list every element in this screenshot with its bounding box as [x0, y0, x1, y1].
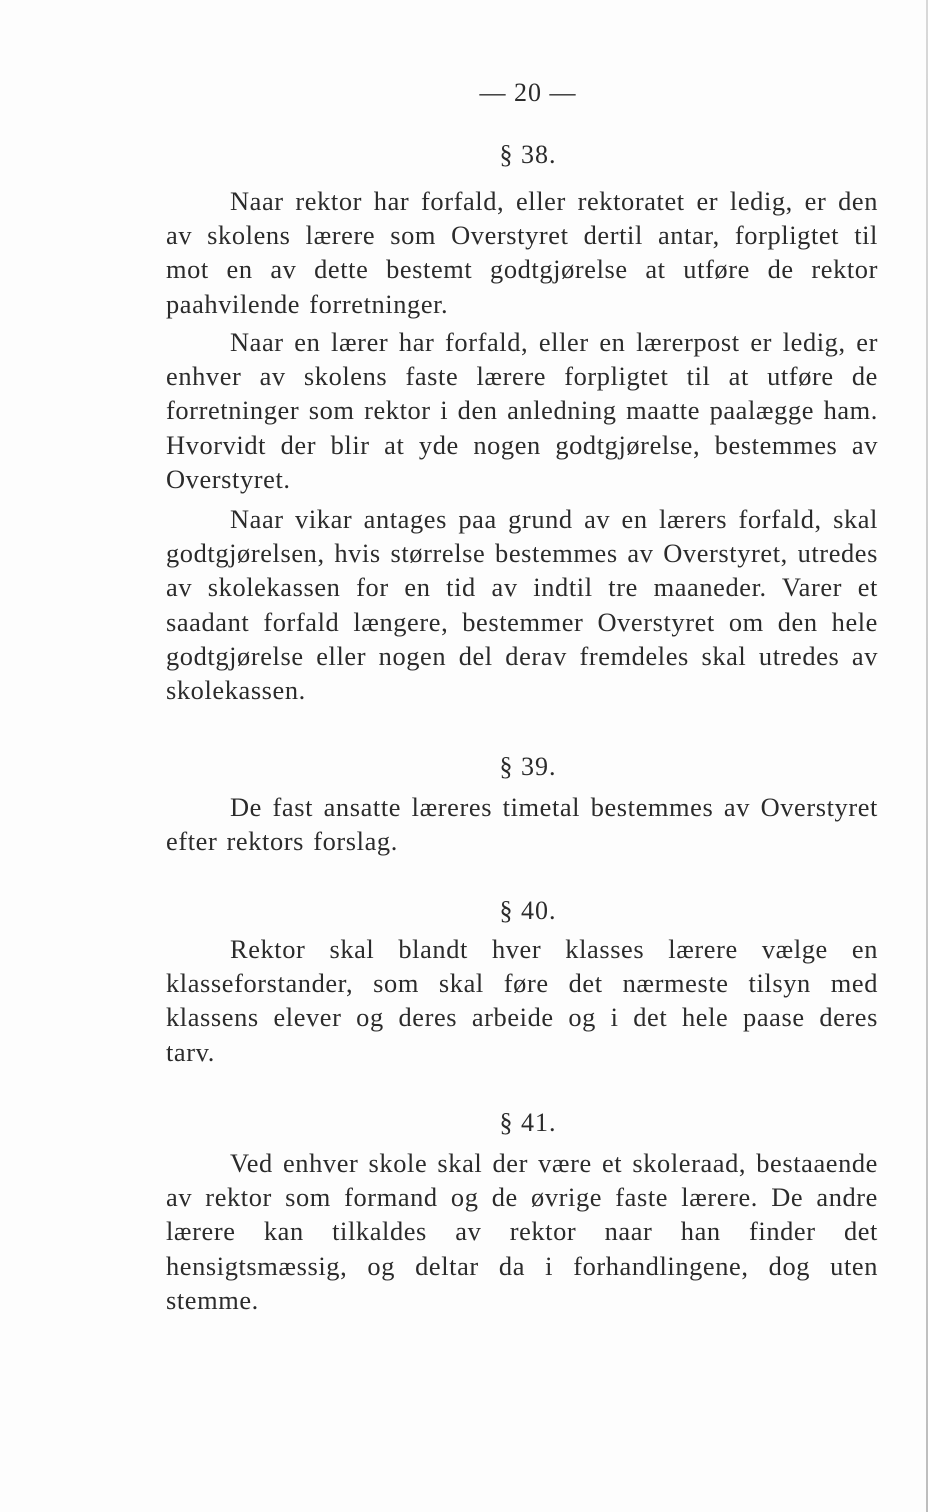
paragraph-text: Naar rektor har forfald, eller rektoratet er ledig, er den av skolens lærere som Overstyret dertil antar, forpligtet til mot en av dette bestemt godtgjørelse at utføre de rektor paahvilende forretninger.	[166, 186, 878, 319]
paragraph-38-2	[166, 325, 878, 496]
paragraph-text: Naar en lærer har forfald, eller en lærerpost er ledig, er enhver av skolens faste lærere forpligtet til at utføre de forretninger som rektor i den anledning maatte paalægge ham. Hvorvidt der blir at yde nogen godtgjørelse, bestemmes av Overstyret.	[166, 327, 878, 494]
page-number: — 20 —	[479, 78, 577, 107]
paragraph-40-1	[166, 932, 878, 1069]
paragraph-text: Ved enhver skole skal der være et skoleraad, bestaaende av rektor som formand og de øvrige faste lærere. De andre lærere kan tilkaldes av rektor naar han finder det hensigtsmæssig, og deltar da i forhandlingene, dog uten stemme.	[166, 1148, 878, 1315]
paragraph-39-1	[166, 790, 878, 858]
section-heading-39: § 39.	[499, 752, 557, 781]
paragraph-text: Naar vikar antages paa grund av en lærers forfald, skal godtgjørelsen, hvis størrelse bestemmes av Overstyret, utredes av skolekassen for en tid av indtil tre maaneder. Varer et saadant forfald længere, bestemmer Overstyret om den hele godtgjørelse eller nogen del derav fremdeles skal utredes av skolekassen.	[166, 504, 878, 706]
paragraph-38-3	[166, 502, 878, 707]
section-heading-38: § 38.	[499, 140, 557, 169]
paragraph-41-1	[166, 1146, 878, 1317]
paragraph-38-1	[166, 184, 878, 321]
paragraph-text: De fast ansatte læreres timetal bestemmes av Overstyret efter rektors forslag.	[166, 792, 878, 857]
section-heading-40: § 40.	[499, 896, 557, 925]
paragraph-text: Rektor skal blandt hver klasses lærere vælge en klasseforstander, som skal føre det nærmeste tilsyn med klassens elever og deres arbeide og i det hele paase deres tarv.	[166, 934, 878, 1067]
section-heading-41: § 41.	[499, 1108, 557, 1137]
